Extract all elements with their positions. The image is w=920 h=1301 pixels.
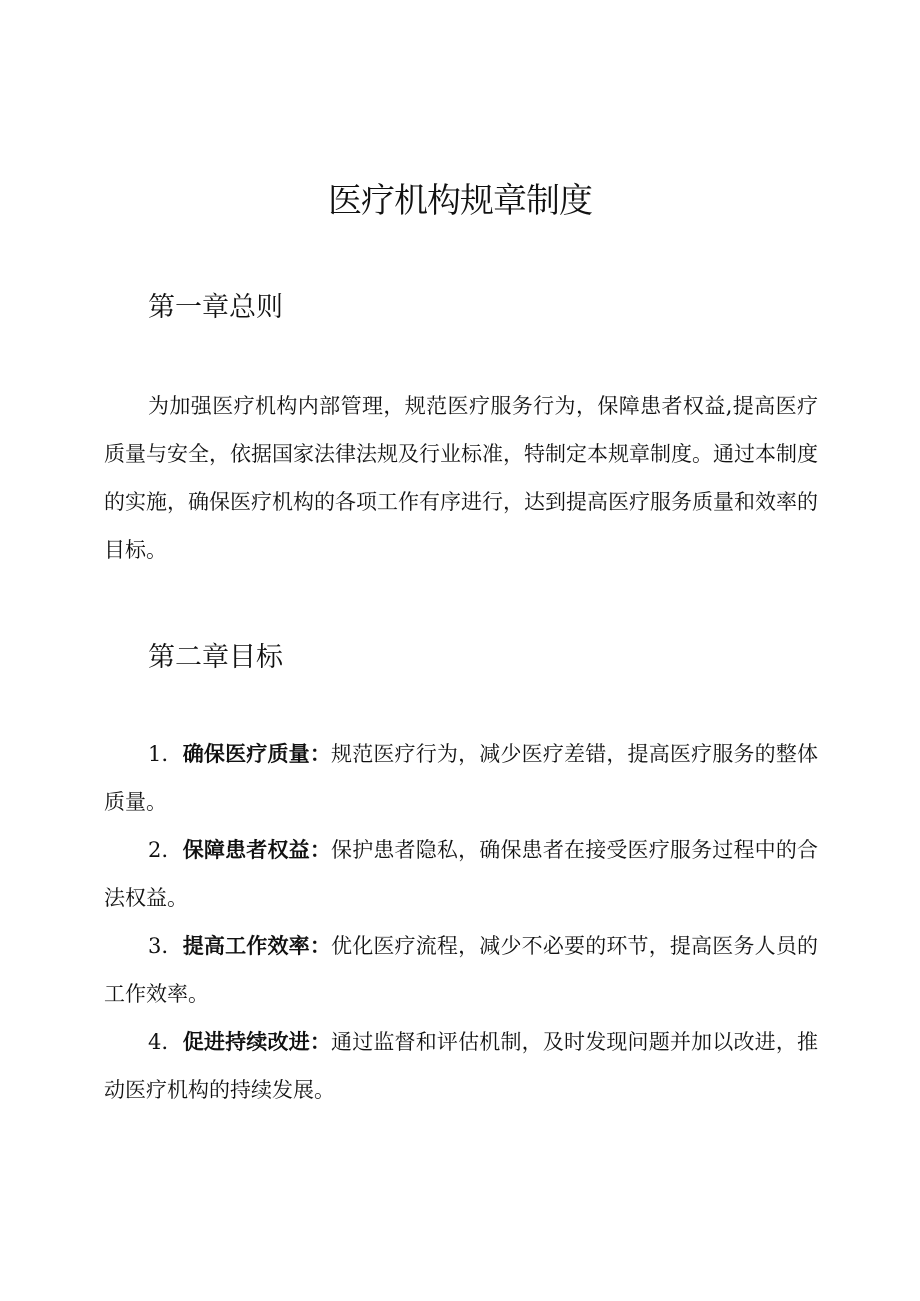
chapter-1-heading: 第一章总则 <box>148 292 283 323</box>
goal-item <box>104 1018 818 1114</box>
chapter-1-paragraph: 为加强医疗机构内部管理，规范医疗服务行为，保障患者权益,提高医疗质量与安全，依据国家法律法规及行业标准，特制定本规章制度。通过本制度的实施，确保医疗机构的各项工作有序进行，达到提高医疗服务质量和效率的目标。 <box>104 394 818 562</box>
chapter-2-heading: 第二章目标 <box>148 642 283 673</box>
goal-item <box>104 922 818 1018</box>
goal-item-number: 4． <box>148 1030 183 1054</box>
goal-item-number: 1． <box>148 742 183 766</box>
goal-item-text: 优化医疗流程，减少不必要的环节，提高医务人员的工作效率。 <box>104 934 819 1006</box>
document-title: 医疗机构规章制度 <box>328 181 592 221</box>
goal-item-label: 促进持续改进： <box>182 1030 332 1054</box>
goal-item-label: 保障患者权益： <box>182 838 332 862</box>
goal-item-number: 3． <box>148 934 183 958</box>
goal-item <box>104 730 818 826</box>
goal-item-text: 保护患者隐私，确保患者在接受医疗服务过程中的合法权益。 <box>104 838 819 910</box>
goal-item-text: 通过监督和评估机制，及时发现问题并加以改进，推动医疗机构的持续发展。 <box>104 1030 819 1102</box>
goal-item <box>104 826 818 922</box>
goal-item-label: 提高工作效率： <box>182 934 332 958</box>
goal-item-text: 规范医疗行为，减少医疗差错，提高医疗服务的整体质量。 <box>104 742 819 814</box>
goal-item-label: 确保医疗质量： <box>182 742 332 766</box>
goal-item-number: 2． <box>148 838 183 862</box>
